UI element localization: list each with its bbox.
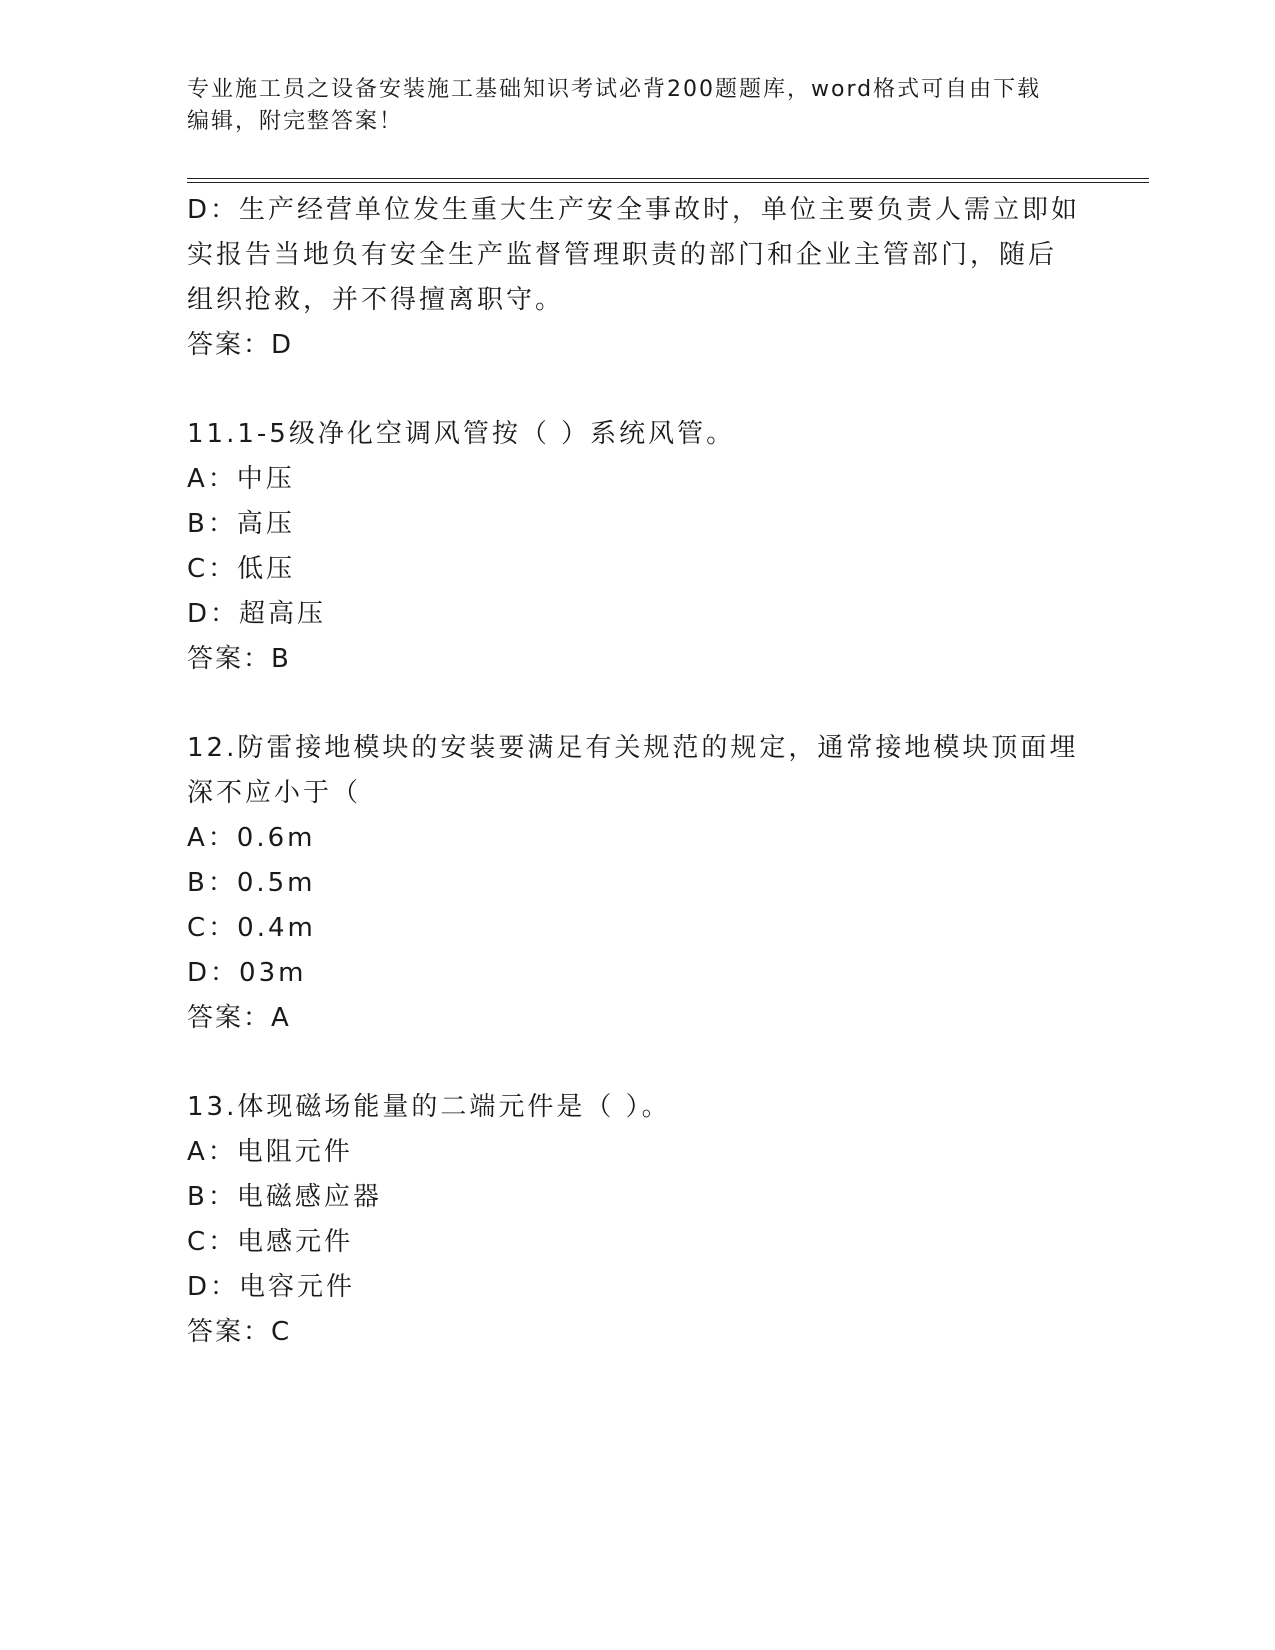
- question-13: [187, 1085, 1087, 1355]
- q11-option-c: C：低压: [187, 554, 296, 584]
- question-11: [187, 412, 1087, 682]
- q11-question: 11.1-5级净化空调风管按（ ）系统风管。: [187, 419, 736, 449]
- q13-option-b: B：电磁感应器: [187, 1182, 382, 1212]
- q11-answer: 答案：B: [187, 644, 291, 674]
- q11-option-a: A：中压: [187, 464, 295, 494]
- q13-answer: 答案：C: [187, 1317, 292, 1347]
- header-divider-bottom: [187, 182, 1149, 183]
- q13-option-d: D：电容元件: [187, 1272, 356, 1302]
- header-divider-top: [187, 178, 1149, 179]
- q13-option-a: A：电阻元件: [187, 1137, 353, 1167]
- question-12: [187, 726, 1087, 1041]
- q13-question: 13.体现磁场能量的二端元件是（ ）。: [187, 1092, 671, 1122]
- question-10-tail: [187, 188, 1087, 368]
- q11-option-b: B：高压: [187, 509, 295, 539]
- spacer: [187, 1041, 1087, 1085]
- document-header: [187, 74, 1087, 138]
- header-line-2: 编辑，附完整答案！: [187, 109, 404, 134]
- q12-option-a: A：0.6m: [187, 823, 316, 853]
- question-content: [187, 188, 1087, 1355]
- q12-option-c: C：0.4m: [187, 913, 316, 943]
- q12-question-line-1: 12.防雷接地模块的安装要满足有关规范的规定，通常接地模块顶面埋: [187, 733, 1079, 763]
- spacer: [187, 368, 1087, 412]
- q12-option-d: D：03m: [187, 958, 307, 988]
- q12-question-line-2: 深不应小于（: [187, 778, 362, 808]
- q10-option-d-line-3: 组织抢救，并不得擅离职守。: [187, 285, 565, 315]
- q12-answer: 答案：A: [187, 1003, 291, 1033]
- header-line-1: 专业施工员之设备安装施工基础知识考试必背200题题库，word格式可自由下载: [187, 77, 1042, 102]
- q10-option-d-line-2: 实报告当地负有安全生产监督管理职责的部门和企业主管部门，随后: [187, 240, 1058, 270]
- q10-option-d-line-1: D：生产经营单位发生重大生产安全事故时，单位主要负责人需立即如: [187, 195, 1081, 225]
- q13-option-c: C：电感元件: [187, 1227, 354, 1257]
- q11-option-d: D：超高压: [187, 599, 327, 629]
- q12-option-b: B：0.5m: [187, 868, 316, 898]
- q10-answer: 答案：D: [187, 330, 294, 360]
- spacer: [187, 682, 1087, 726]
